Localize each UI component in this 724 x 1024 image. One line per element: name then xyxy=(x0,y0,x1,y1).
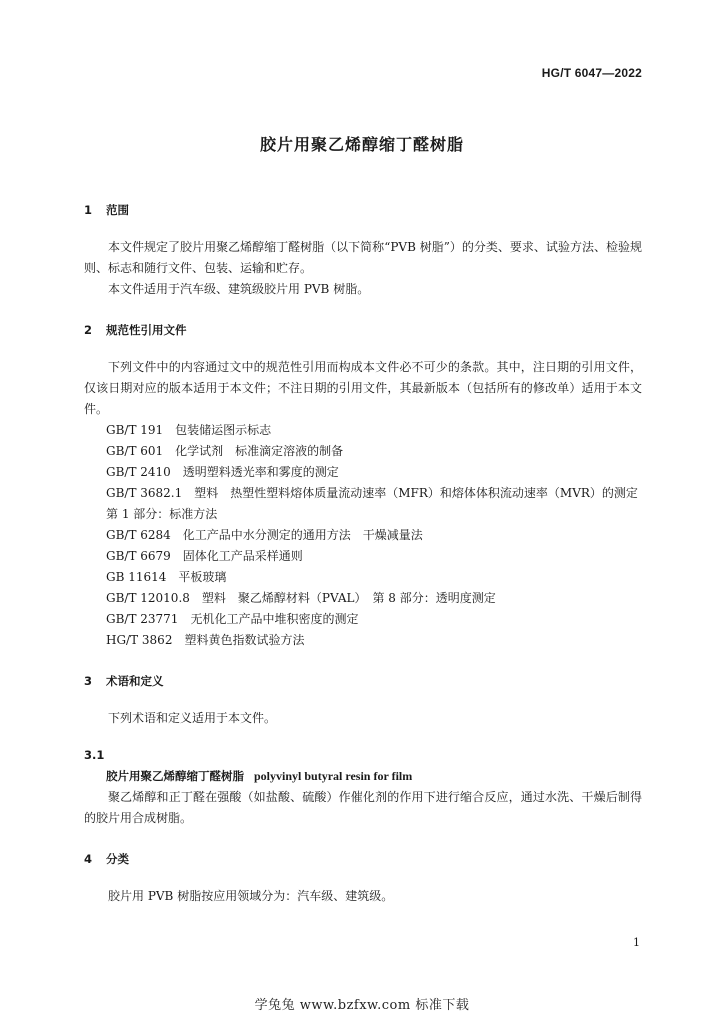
section-number: 1 xyxy=(84,203,93,217)
reference-item: GB/T 23771 无机化工产品中堆积密度的测定 xyxy=(106,612,359,626)
section-title: 术语和定义 xyxy=(106,674,164,688)
term-definition: 聚乙烯醇和正丁醛在强酸（如盐酸、硫酸）作催化剂的作用下进行缩合反应，通过水洗、干燥后制得的胶片用合成树脂。 xyxy=(84,790,642,825)
section-number: 3 xyxy=(84,674,93,688)
reference-item: GB 11614 平板玻璃 xyxy=(106,570,227,584)
reference-item: GB/T 6679 固体化工产品采样通则 xyxy=(106,549,303,563)
page-number: 1 xyxy=(633,936,640,949)
reference-item: GB/T 2410 透明塑料透光率和雾度的测定 xyxy=(106,465,339,479)
site-watermark: 学兔兔 www.bzfxw.com 标准下载 xyxy=(254,998,470,1013)
term-name-cn: 胶片用聚乙烯醇缩丁醛树脂 xyxy=(106,769,244,783)
section-3-heading xyxy=(84,671,642,692)
section-2-intro: 下列文件中的内容通过文中的规范性引用而构成本文件必不可少的条款。其中，注日期的引用文件，仅该日期对应的版本适用于本文件；不注日期的引用文件，其最新版本（包括所有的修改单）适用于本文件。 xyxy=(84,360,642,416)
reference-item: GB/T 3682.1 塑料 热塑性塑料熔体质量流动速率（MFR）和熔体体积流动速率（MVR）的测定 第 1 部分：标准方法 xyxy=(106,486,650,521)
reference-item: GB/T 12010.8 塑料 聚乙烯醇材料（PVAL） 第 8 部分：透明度测定 xyxy=(106,591,496,605)
section-1-heading xyxy=(84,200,642,221)
reference-item: GB/T 601 化学试剂 标准滴定溶液的制备 xyxy=(106,444,344,458)
term-number: 3.1 xyxy=(84,748,105,762)
section-title: 规范性引用文件 xyxy=(106,323,187,337)
section-title: 分类 xyxy=(106,852,129,866)
section-3-intro: 下列术语和定义适用于本文件。 xyxy=(108,711,277,725)
section-1-paragraph: 本文件规定了胶片用聚乙烯醇缩丁醛树脂（以下简称“PVB 树脂”）的分类、要求、试验方法、检验规则、标志和随行文件、包装、运输和贮存。 xyxy=(84,240,642,275)
term-name-en: polyvinyl butyral resin for film xyxy=(254,769,413,783)
section-title: 范围 xyxy=(106,203,129,217)
reference-item: GB/T 6284 化工产品中水分测定的通用方法 干燥减量法 xyxy=(106,528,423,542)
document-title: 胶片用聚乙烯醇缩丁醛树脂 xyxy=(259,135,464,154)
section-number: 2 xyxy=(84,323,93,337)
section-4-paragraph: 胶片用 PVB 树脂按应用领域分为：汽车级、建筑级。 xyxy=(108,889,394,903)
section-number: 4 xyxy=(84,852,93,866)
reference-item: GB/T 191 包装储运图示标志 xyxy=(106,423,272,437)
section-4-heading xyxy=(84,849,642,870)
section-2-heading xyxy=(84,320,642,341)
standard-code: HG/T 6047—2022 xyxy=(541,66,642,80)
term-name xyxy=(84,766,642,787)
reference-item: HG/T 3862 塑料黄色指数试验方法 xyxy=(106,633,305,647)
document-body xyxy=(84,200,650,907)
section-1-paragraph: 本文件适用于汽车级、建筑级胶片用 PVB 树脂。 xyxy=(108,282,370,296)
